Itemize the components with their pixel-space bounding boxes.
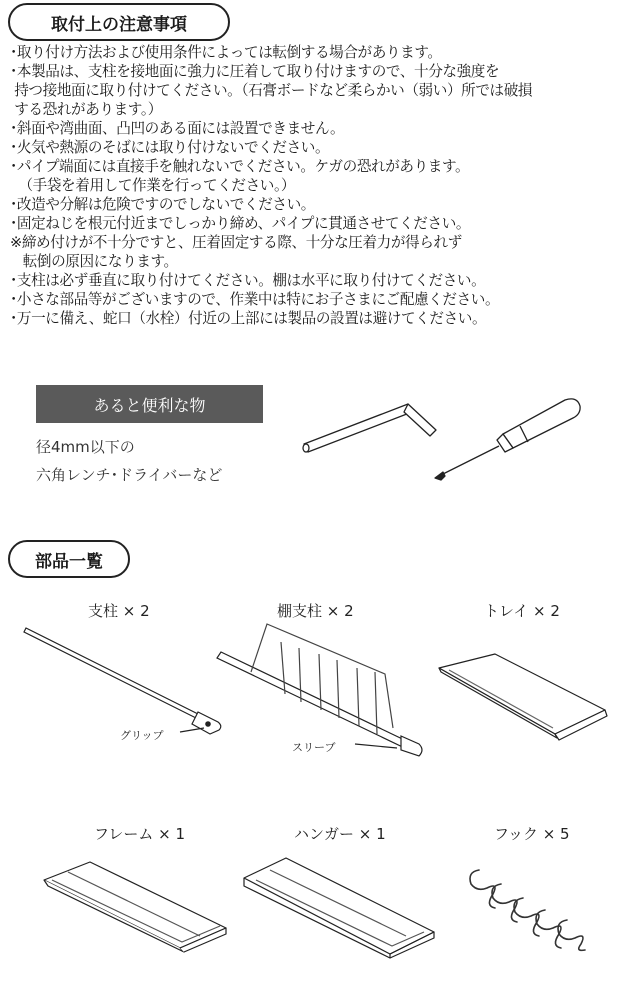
part-label-hook: フック × 5 xyxy=(494,825,570,843)
parts-heading: 部品一覧 xyxy=(8,540,130,578)
part-label-frame: フレーム × 1 xyxy=(94,825,186,843)
part-label-shelf-pole: 棚支柱 × 2 xyxy=(277,602,354,620)
caution-notes xyxy=(10,43,635,328)
caution-line: ･支柱は必ず垂直に取り付けてください。棚は水平に取り付けてください。 xyxy=(10,272,486,289)
caution-line: ･取り付け方法および使用条件によっては転倒する場合があります。 xyxy=(10,44,442,61)
callout-grip: グリップ xyxy=(120,729,164,742)
caution-line: する恐れがあります。） xyxy=(10,101,162,118)
caution-line: ･小さな部品等がございますので、作業中は特にお子さまにご配慮ください。 xyxy=(10,291,500,308)
caution-line: ･万一に備え、蛇口（水栓）付近の上部には製品の設置は避けてください。 xyxy=(10,310,487,327)
caution-line: ･パイプ端面には直接手を触れないでください。ケガの恐れがあります。 xyxy=(10,158,470,175)
callout-sleeve: スリーブ xyxy=(292,741,336,754)
caution-line: 持つ接地面に取り付けてください。（石膏ボードなど柔らかい（弱い）所では破損 xyxy=(10,82,533,99)
caution-line: ･斜面や湾曲面、凸凹のある面には設置できません。 xyxy=(10,120,345,137)
caution-line: ※締め付けが不十分ですと、圧着固定する際、十分な圧着力が得られず xyxy=(10,234,462,251)
screwdriver-icon xyxy=(425,394,590,484)
caution-line: ･改造や分解は危険ですのでしないでください。 xyxy=(10,196,315,213)
tools-line-1: 径4mm以下の xyxy=(36,438,135,456)
caution-line: ･火気や熱源のそばには取り付けないでください。 xyxy=(10,139,330,156)
tools-heading: あると便利な物 xyxy=(36,385,263,423)
tools-line-2: 六角レンチ･ドライバーなど xyxy=(36,466,223,484)
caution-line: （手袋を着用して作業を行ってください。） xyxy=(10,177,296,194)
part-label-hanger: ハンガー × 1 xyxy=(294,825,386,843)
caution-heading: 取付上の注意事項 xyxy=(8,3,230,41)
caution-line: 転倒の原因になります。 xyxy=(10,253,178,270)
hook-illustration xyxy=(465,862,605,952)
frame-illustration xyxy=(40,856,230,954)
part-label-pole: 支柱 × 2 xyxy=(88,602,150,620)
hanger-illustration xyxy=(240,850,440,960)
caution-line: ･固定ねじを根元付近までしっかり締め、パイプに貫通させてください。 xyxy=(10,215,471,232)
caution-line: ･本製品は、支柱を接地面に強力に圧着して取り付けますので、十分な強度を xyxy=(10,63,500,80)
tray-illustration xyxy=(435,650,610,742)
part-label-tray: トレイ × 2 xyxy=(484,602,560,620)
shelf-pole-illustration xyxy=(215,618,430,758)
pole-illustration xyxy=(20,620,230,740)
